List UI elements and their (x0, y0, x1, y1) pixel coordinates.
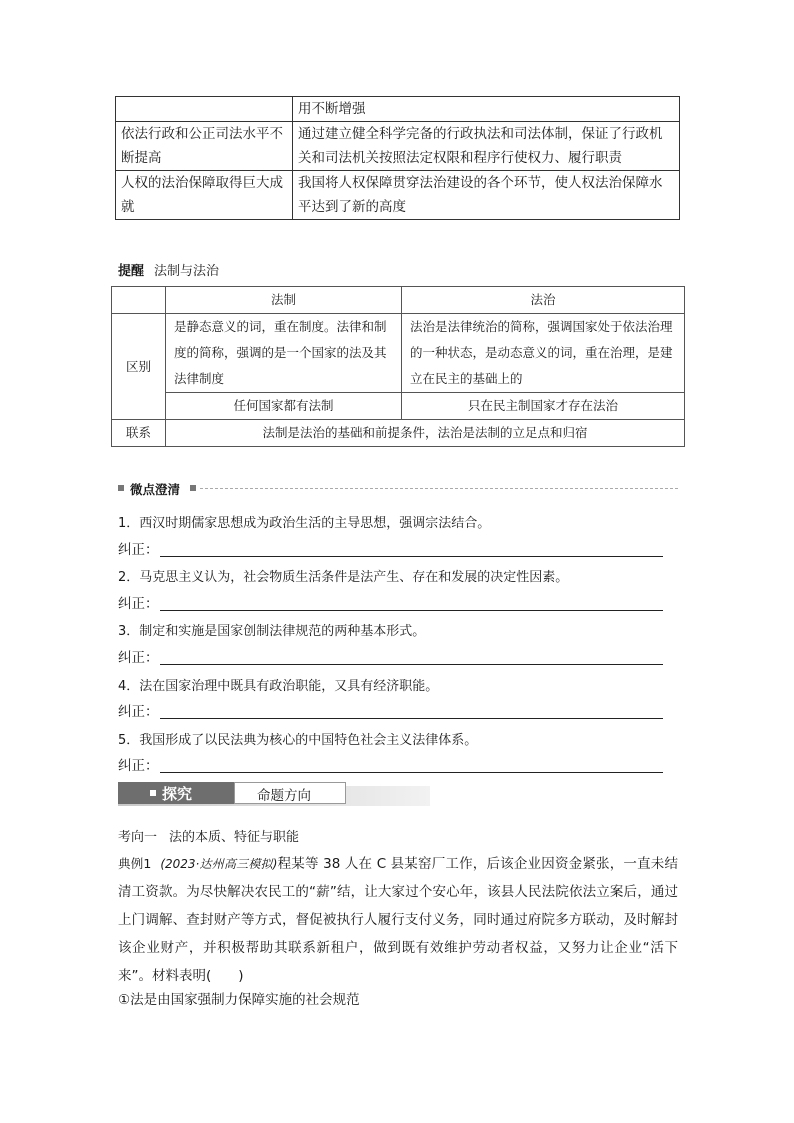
answer-line (160, 664, 663, 665)
table-cell (112, 287, 166, 314)
clarify-title: 微点澄清 (130, 482, 181, 497)
direction-title: 法的本质、特征与职能 (169, 830, 300, 845)
example-text: 程某等 38 人在 C 县某窑厂工作，后该企业因资金紧张，一直未结清工资款。为尽快解决农民工的“薪”结，让大家过个安心年，该县人民法院依法立案后，通过上门调解、查封财产等方式，督促被执行人履行支付义务，同时通过府院多方联动，及时解封该企业财产，并积极帮助其联系新租户，做到既有效维护劳动者权益，又努力让企业“活下来”。材料表明( ) (118, 856, 678, 984)
table-row (112, 420, 685, 447)
clarify-section-header (118, 480, 678, 496)
tip-label: 提醒 (118, 264, 145, 279)
answer-line (160, 718, 663, 719)
banner-main-tab (118, 782, 234, 804)
table-cell: 用不断增强 (293, 97, 680, 122)
example-paragraph (118, 850, 678, 990)
table-cell: 只在民主制国家才存在法治 (402, 393, 685, 420)
table-cell: 任何国家都有法制 (166, 393, 402, 420)
correction-field[interactable] (118, 646, 663, 666)
example-source: (2023·达州高三模拟) (160, 857, 278, 871)
table-cell: 通过建立健全科学完备的行政执法和司法体制，保证了行政机关和司法机关按照法定权限和程序行使权力、履行职责 (293, 122, 680, 171)
explore-banner (118, 782, 430, 806)
correction-field[interactable] (118, 592, 663, 612)
square-bullet-icon (118, 485, 124, 491)
table-row (116, 122, 680, 171)
tip-heading (118, 260, 219, 279)
square-bullet-icon (150, 790, 156, 796)
banner-main-label: 探究 (162, 785, 193, 803)
table-row (116, 171, 680, 220)
banner-sub-label: 命题方向 (257, 788, 311, 804)
square-bullet-icon (190, 485, 196, 491)
clarify-item: 4．法在国家治理中既具有政治职能，又具有经济职能。 (118, 679, 439, 694)
compare-table (111, 286, 685, 447)
tip-title: 法制与法治 (154, 264, 220, 279)
correction-label: 纠正： (118, 650, 159, 666)
correction-label: 纠正： (118, 758, 159, 774)
table-cell: 是静态意义的词，重在制度。法律和制度的简称，强调的是一个国家的法及其法律制度 (166, 314, 402, 393)
answer-line (160, 772, 663, 773)
table-cell: 人权的法治保障取得巨大成就 (116, 171, 293, 220)
direction-label: 考向一 (118, 830, 158, 845)
correction-field[interactable] (118, 538, 663, 558)
correction-field[interactable] (118, 754, 663, 774)
header-fazhi-rule: 法治 (402, 287, 685, 314)
clarify-item: 3．制定和实施是国家创制法律规范的两种基本形式。 (118, 624, 426, 639)
correction-label: 纠正： (118, 596, 159, 612)
correction-field[interactable] (118, 700, 663, 720)
table-row (116, 97, 680, 122)
direction-heading (118, 826, 299, 845)
table-cell: 法治是法律统治的简称，强调国家处于依法治理的一种状态，是动态意义的词，重在治理，是建立在民主的基础上的 (402, 314, 685, 393)
achievement-table (115, 96, 680, 220)
answer-line (160, 610, 663, 611)
banner-sub-tab (234, 782, 346, 804)
correction-label: 纠正： (118, 542, 159, 558)
correction-label: 纠正： (118, 704, 159, 720)
link-label: 联系 (112, 420, 166, 447)
diff-label: 区别 (112, 314, 166, 420)
answer-line (160, 556, 663, 557)
clarify-item: 5．我国形成了以民法典为核心的中国特色社会主义法律体系。 (118, 733, 478, 748)
example-option: ①法是由国家强制力保障实施的社会规范 (118, 992, 360, 1008)
header-fazhi-system: 法制 (166, 287, 402, 314)
clarify-item: 1．西汉时期儒家思想成为政治生活的主导思想，强调宗法结合。 (118, 516, 491, 531)
example-label: 典例1 (118, 856, 152, 871)
table-row (112, 314, 685, 393)
table-header-row (112, 287, 685, 314)
table-row (112, 393, 685, 420)
divider (200, 488, 678, 489)
table-cell: 依法行政和公正司法水平不断提高 (116, 122, 293, 171)
table-cell: 我国将人权保障贯穿法治建设的各个环节，使人权法治保障水平达到了新的高度 (293, 171, 680, 220)
clarify-item: 2．马克思主义认为，社会物质生活条件是法产生、存在和发展的决定性因素。 (118, 570, 569, 585)
table-cell: 法制是法治的基础和前提条件，法治是法制的立足点和归宿 (166, 420, 685, 447)
table-cell (116, 97, 293, 122)
